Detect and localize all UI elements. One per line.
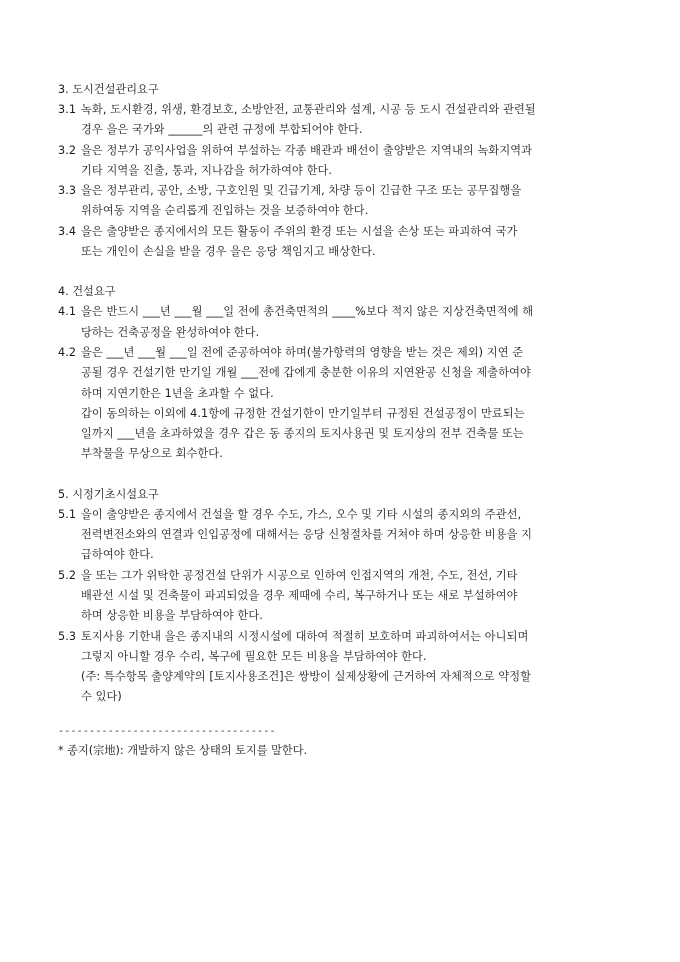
clause-line: 배관선 시설 및 건축물이 파괴되었을 경우 제때에 수리, 복구하거나 또는 새로 부설하여야	[81, 588, 518, 602]
clause-number: 3.3	[58, 184, 77, 198]
clause-number: 4.2	[58, 345, 77, 359]
clause-line: 을은 정부관리, 공안, 소방, 구호인원 및 긴급기계, 차량 등이 긴급한 구조 또는 공무집행을	[81, 184, 522, 198]
clause-5-3	[58, 627, 630, 708]
clause-line: 을은 출양받은 종지에서의 모든 활동이 주위의 환경 또는 시설을 손상 또는 파괴하여 국가	[81, 224, 518, 238]
section-heading: 4. 건설요구	[58, 285, 116, 299]
clause-3-2	[58, 141, 630, 182]
clause-line: 당하는 건축공정을 완성하여야 한다.	[81, 325, 260, 339]
clause-line: 위하여동 지역을 순리롭게 진입하는 것을 보증하여야 한다.	[81, 204, 369, 218]
clause-3-3	[58, 181, 630, 222]
clause-line: 하며 상응한 비용을 부담하여야 한다.	[81, 609, 263, 623]
document-page	[58, 79, 630, 761]
clause-line: (주: 특수항목 출양계약의 [토지사용조건]은 쌍방이 실제상황에 근거하여 자체적으로 약정할	[81, 670, 532, 684]
clause-line: 수 있다)	[81, 690, 122, 704]
clause-line: 을이 출양받은 종지에서 건설을 할 경우 수도, 가스, 오수 및 기타 시설의 종지외의 주관선,	[81, 507, 522, 521]
clause-3-4	[58, 222, 630, 263]
clause-line: 전력변전소와의 연결과 인입공정에 대해서는 응당 신청절차를 거쳐야 하며 상응한 비용을 지	[81, 528, 533, 542]
clause-4-1	[58, 302, 630, 343]
clause-line: 또는 개인이 손실을 받을 경우 을은 응당 책임지고 배상한다.	[81, 245, 376, 259]
clause-number: 3.1	[58, 103, 77, 116]
clause-line: 부착물을 무상으로 회수한다.	[81, 447, 223, 461]
clause-line: 급하여야 한다.	[81, 548, 154, 562]
clause-number: 5.1	[58, 507, 77, 521]
clause-line: 녹화, 도시환경, 위생, 환경보호, 소방안전, 교통관리와 설계, 시공 등 도시 건설관리와 관련될	[81, 103, 536, 116]
clause-number: 5.3	[58, 629, 77, 643]
clause-line: 을 또는 그가 위탁한 공정건설 단위가 시공으로 인하여 인접지역의 개천, 수도, 전선, 기타	[81, 568, 518, 582]
clause-line: 토지사용 기한내 을은 종지내의 시정시설에 대하여 적절히 보호하며 파괴하여서는 아니되며	[81, 629, 529, 643]
clause-4-2	[58, 343, 630, 465]
clause-number: 4.1	[58, 305, 77, 319]
clause-number: 5.2	[58, 568, 77, 582]
clause-3-1	[58, 100, 630, 141]
clause-line: 하며 지연기한은 1년을 초과할 수 없다.	[81, 386, 274, 400]
clause-line: 갑이 동의하는 이외에 4.1항에 규정한 건설기한이 만기일부터 규정된 건설공정이 만료되는	[81, 406, 525, 420]
section-heading: 3. 도시건설관리요구	[58, 83, 159, 96]
clause-number: 3.4	[58, 224, 77, 238]
section-infrastructure	[58, 484, 630, 708]
clause-number: 3.2	[58, 143, 77, 157]
clause-line: 경우 을은 국가와 ______의 관련 규정에 부합되어야 한다.	[81, 123, 363, 137]
clause-line: 을은 ___년 ___월 ___일 전에 준공하여야 하며(불가항력의 영향을 받는 것은 제외) 지연 준	[81, 345, 524, 359]
clause-line: 일까지 ___년을 초과하였을 경우 갑은 동 종지의 토지사용권 및 토지상의 전부 건축물 또는	[81, 427, 524, 441]
clause-line: 기타 지역을 진출, 통과, 지나감을 허가하여야 한다.	[81, 163, 333, 177]
section-construction	[58, 281, 630, 464]
footnote: * 종지(宗地): 개발하지 않은 상태의 토지를 말한다.	[58, 743, 308, 757]
clause-line: 을은 반드시 ___년 ___월 ___일 전에 총건축면적의 ____%보다 적지 않은 지상건축면적에 해	[81, 305, 534, 319]
section-heading: 5. 시정기초시설요구	[58, 487, 159, 501]
clause-line: 그렇지 아니할 경우 수리, 복구에 필요한 모든 비용을 부담하여야 한다.	[81, 649, 427, 663]
section-urban-management	[58, 79, 630, 262]
clause-line: 을은 정부가 공익사업을 위하여 부설하는 각종 배관과 배선이 출양받은 지역내의 녹화지역과	[81, 143, 533, 157]
footnote-divider: -----------------------------------	[58, 725, 276, 737]
clause-5-1	[58, 505, 630, 566]
clause-5-2	[58, 566, 630, 627]
clause-line: 공될 경우 건설기한 만기일 개월 ___전에 갑에게 충분한 이유의 지연완공 신청을 제출하여야	[81, 366, 531, 380]
